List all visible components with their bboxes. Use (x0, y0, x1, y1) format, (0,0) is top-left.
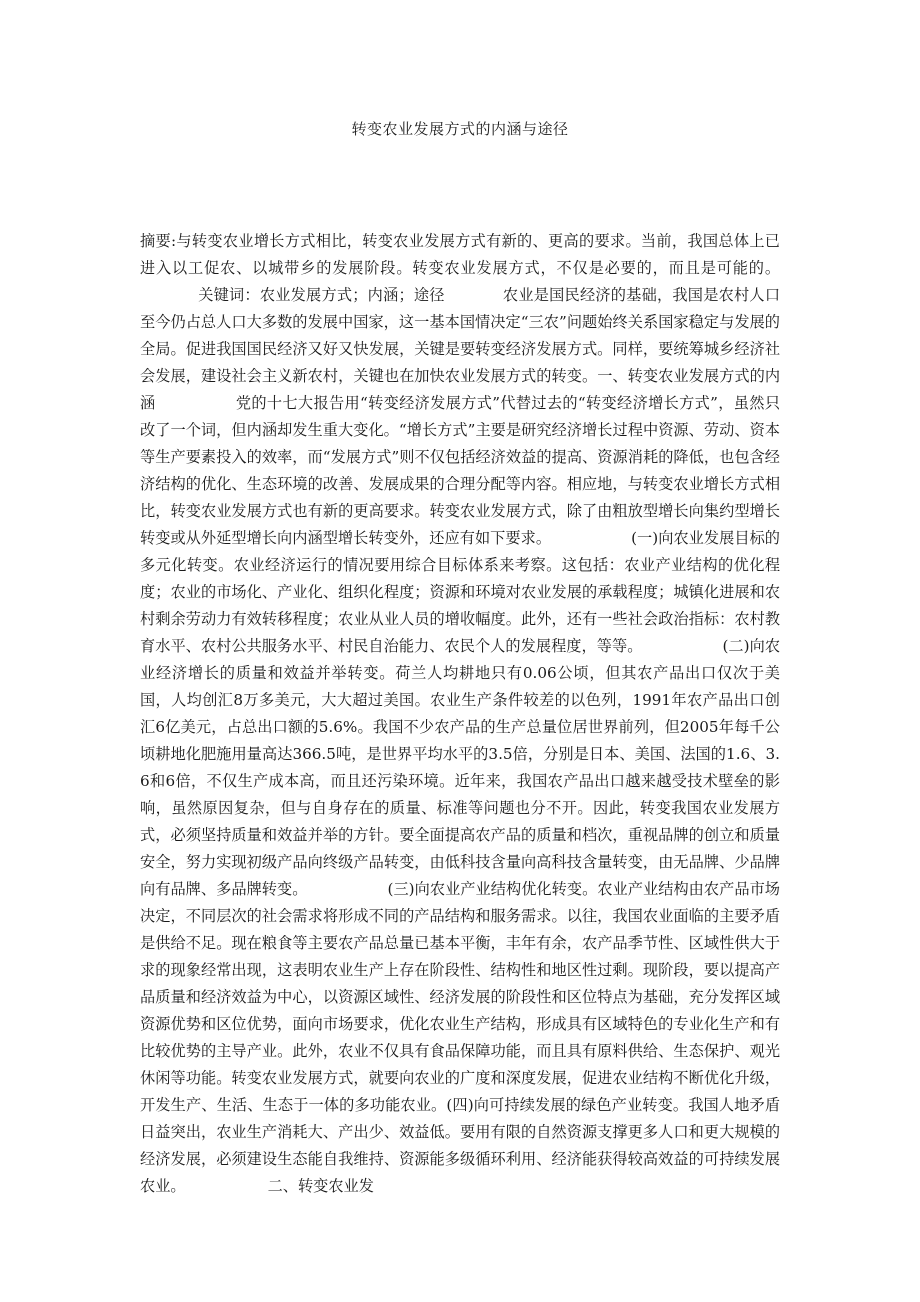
point-2: (二)向农业经济增长的质量和效益并举转变。荷兰人均耕地只有0.06公顷，但其农产品出口仅次于美国，人均创汇8万多美元，大大超过美国。农业生产条件较差的以色列，1991年农产品出口创汇6亿美元，占总出口额的5.6%。我国不少农产品的生产总量位居世界前列，但2005年每千公顷耕地化肥施用量高达366.5吨，是世界平均水平的3.5倍，分别是日本、美国、法国的1.6、3.6和6倍，不仅生产成本高，而且还污染环境。近年来，我国农产品出口越来越受技术壁垒的影响，虽然原因复杂，但与自身存在的质量、标准等问题也分不开。因此，转变我国农业发展方式，必须坚持质量和效益并举的方针。要全面提高农产品的质量和档次，重视品牌的创立和质量安全，努力实现初级产品向终级产品转变，由低科技含量向高科技含量转变，由无品牌、少品牌向有品牌、多品牌转变。 (140, 637, 781, 898)
abstract-text: 与转变农业增长方式相比，转变农业发展方式有新的、更高的要求。当前，我国总体上已进入以工促农、以城带乡的发展阶段。转变农业发展方式，不仅是必要的，而且是可能的。 (140, 232, 780, 277)
abstract-label: 摘要: (140, 232, 177, 250)
point-4: (四)向可持续发展的绿色产业转变。我国人地矛盾日益突出，农业生产消耗大、产出少、效益低。要用有限的自然资源支撑更多人口和更大规模的经济发展，必须建设生态能自我维持、资源能多级循环利用、经济能获得较高效益的可持续发展农业。 (140, 1096, 781, 1195)
section-2-heading: 二、转变农业发 (267, 1177, 374, 1195)
document-title: 转变农业发展方式的内涵与途径 (351, 120, 569, 138)
section-1-heading: 一、转变农业发展方式的内涵 (140, 367, 781, 412)
section-1-text: 党的十七大报告用“转变经济发展方式”代替过去的“转变经济增长方式”，虽然只改了一个词，但内涵却发生重大变化。“增长方式”主要是研究经济增长过程中资源、劳动、资本等生产要素投入的效率，而“发展方式”则不仅包括经济效益的提高、资源消耗的降低，也包含经济结构的优化、生态环境的改善、发展成果的合理分配等内容。相应地，与转变农业增长方式相比，转变农业发展方式也有新的更高要求。转变农业发展方式，除了由粗放型增长向集约型增长转变或从外延型增长向内涵型增长转变外，还应有如下要求。 (140, 394, 781, 547)
point-1: (一)向农业发展目标的多元化转变。农业经济运行的情况要用综合目标体系来考察。这包括：农业产业结构的优化程度；农业的市场化、产业化、组织化程度；资源和环境对农业发展的承载程度；城镇化进展和农村剩余劳动力有效转移程度；农业从业人员的增收幅度。此外，还有一些社会政治指标：农村教育水平、农村公共服务水平、村民自治能力、农民个人的发展程度，等等。 (140, 529, 780, 655)
point-3: (三)向农业产业结构优化转变。农业产业结构由农产品市场决定，不同层次的社会需求将形成不同的产品结构和服务需求。以往，我国农业面临的主要矛盾是供给不足。现在粮食等主要农产品总量已基本平衡，丰年有余，农产品季节性、区域性供大于求的现象经常出现，这表明农业生产上存在阶段性、结构性和地区性过剩。现阶段，要以提高产品质量和经济效益为中心，以资源区域性、经济发展的阶段性和区位特点为基础，充分发挥区域资源优势和区位优势，面向市场要求，优化农业生产结构，形成具有区域特色的专业化生产和有比较优势的主导产业。此外，农业不仅具有食品保障功能，而且具有原料供给、生态保护、观光休闲等功能。转变农业发展方式，就要向农业的广度和深度发展，促进农业结构不断优化升级，开发生产、生活、生态于一体的多功能农业。 (140, 880, 780, 1114)
document-body (140, 228, 780, 1200)
intro-paragraph: 农业是国民经济的基础，我国是农村人口至今仍占总人口大多数的发展中国家，这一基本国情决定“三农”问题始终关系国家稳定与发展的全局。促进我国国民经济又好又快发展，关键是要转变经济发展方式。同样，要统筹城乡经济社会发展，建设社会主义新农村，关键也在加快农业发展方式的转变。 (140, 286, 781, 385)
keywords: 关键词：农业发展方式；内涵；途径 (198, 286, 445, 304)
